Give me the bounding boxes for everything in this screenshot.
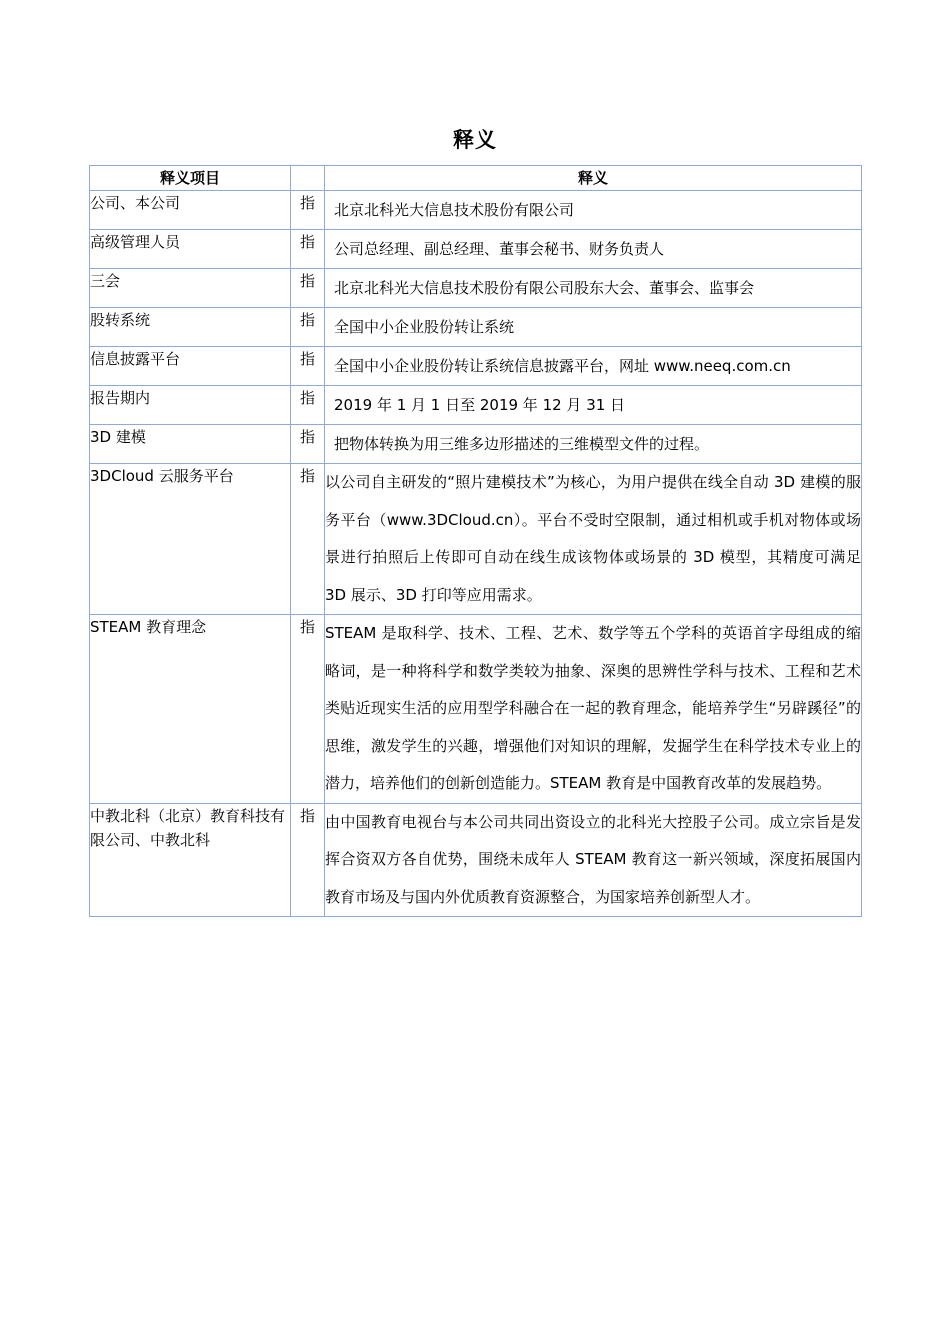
definition-cell: 以公司自主研发的“照片建模技术”为核心，为用户提供在线全自动 3D 建模的服务平台（www.3DCloud.cn）。平台不受时空限制，通过相机或手机对物体或场景进行拍照后上传即可自动在线生成该物体或场景的 3D 模型，其精度可满足 3D 展示、3D 打印等应用需求。	[325, 464, 862, 615]
header-term: 释义项目	[90, 166, 291, 191]
zhi-cell: 指	[291, 464, 325, 615]
zhi-cell: 指	[291, 230, 325, 269]
zhi-cell: 指	[291, 425, 325, 464]
zhi-cell: 指	[291, 347, 325, 386]
zhi-cell: 指	[291, 615, 325, 804]
term-cell: 三会	[90, 269, 291, 308]
header-definition: 释义	[325, 166, 862, 191]
term-cell: 高级管理人员	[90, 230, 291, 269]
table-row	[90, 464, 862, 615]
definitions-table	[89, 165, 862, 917]
header-blank	[291, 166, 325, 191]
zhi-cell: 指	[291, 803, 325, 917]
definition-cell: 北京北科光大信息技术股份有限公司股东大会、董事会、监事会	[325, 269, 862, 308]
table-row	[90, 347, 862, 386]
term-cell: 报告期内	[90, 386, 291, 425]
definition-cell: 公司总经理、副总经理、董事会秘书、财务负责人	[325, 230, 862, 269]
definition-cell: 北京北科光大信息技术股份有限公司	[325, 191, 862, 230]
term-cell: 3D 建模	[90, 425, 291, 464]
term-cell: 股转系统	[90, 308, 291, 347]
table-row	[90, 425, 862, 464]
definition-cell: 由中国教育电视台与本公司共同出资设立的北科光大控股子公司。成立宗旨是发挥合资双方各自优势，围绕未成年人 STEAM 教育这一新兴领域，深度拓展国内教育市场及与国内外优质教育资源整合，为国家培养创新型人才。	[325, 803, 862, 917]
definition-cell: STEAM 是取科学、技术、工程、艺术、数学等五个学科的英语首字母组成的缩略词，是一种将科学和数学类较为抽象、深奥的思辨性学科与技术、工程和艺术类贴近现实生活的应用型学科融合在一起的教育理念，能培养学生“另辟蹊径”的思维，激发学生的兴趣，增强他们对知识的理解，发掘学生在科学技术专业上的潜力，培养他们的创新创造能力。STEAM 教育是中国教育改革的发展趋势。	[325, 615, 862, 804]
table-row	[90, 230, 862, 269]
term-cell: 公司、本公司	[90, 191, 291, 230]
definition-cell: 把物体转换为用三维多边形描述的三维模型文件的过程。	[325, 425, 862, 464]
term-cell: 信息披露平台	[90, 347, 291, 386]
zhi-cell: 指	[291, 308, 325, 347]
definition-cell: 全国中小企业股份转让系统	[325, 308, 862, 347]
table-row	[90, 269, 862, 308]
zhi-cell: 指	[291, 191, 325, 230]
definition-cell: 2019 年 1 月 1 日至 2019 年 12 月 31 日	[325, 386, 862, 425]
definition-cell: 全国中小企业股份转让系统信息披露平台，网址 www.neeq.com.cn	[325, 347, 862, 386]
table-row	[90, 803, 862, 917]
term-cell: 中教北科（北京）教育科技有限公司、中教北科	[90, 803, 291, 917]
zhi-cell: 指	[291, 269, 325, 308]
zhi-cell: 指	[291, 386, 325, 425]
table-row	[90, 615, 862, 804]
table-row	[90, 191, 862, 230]
table-row	[90, 308, 862, 347]
page-title: 释义	[453, 128, 497, 152]
term-cell: 3DCloud 云服务平台	[90, 464, 291, 615]
term-cell: STEAM 教育理念	[90, 615, 291, 804]
table-row	[90, 386, 862, 425]
table-header-row	[90, 166, 862, 191]
